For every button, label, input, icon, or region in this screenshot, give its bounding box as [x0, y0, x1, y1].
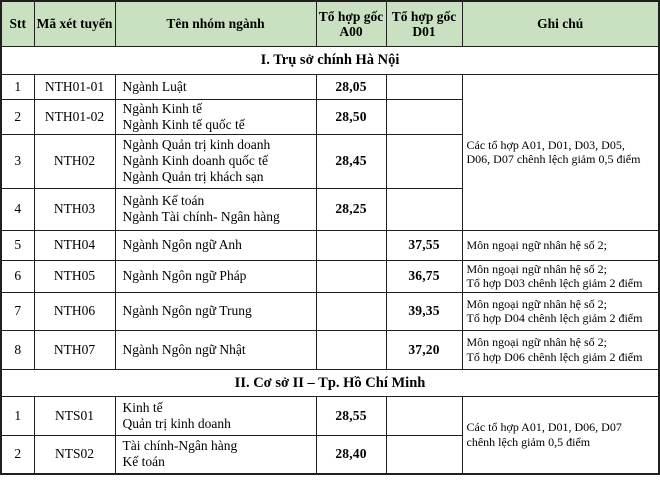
name-line: Tài chính-Ngân hàng	[122, 438, 238, 454]
name-line: Ngành Kinh doanh quốc tế	[122, 153, 268, 168]
cell-stt: 6	[1, 260, 34, 292]
name-line: Ngành Ngôn ngữ Trung	[122, 303, 252, 318]
cell-d01-score	[386, 435, 462, 474]
cell-name	[115, 396, 316, 435]
table-row	[1, 74, 659, 99]
cell-note	[462, 330, 659, 369]
cell-stt: 5	[1, 230, 34, 260]
cell-name	[115, 435, 316, 474]
cell-stt: 4	[1, 188, 34, 230]
cell-d01-score	[386, 134, 462, 188]
table-row	[1, 330, 659, 369]
note-line: Môn ngoại ngữ nhân hệ số 2;	[466, 335, 607, 349]
section-header-row	[1, 369, 659, 396]
section-title-hanoi: I. Trụ sở chính Hà Nội	[1, 46, 659, 74]
cell-code: NTH05	[34, 260, 115, 292]
note-line: D06, D07 chênh lệch giảm 0,5 điểm	[466, 152, 641, 166]
name-line: Ngành Tài chính- Ngân hàng	[122, 209, 280, 224]
name-line: Ngành Ngôn ngữ Nhật	[122, 341, 246, 357]
cell-name	[115, 134, 316, 188]
cell-note	[462, 230, 659, 260]
table-row	[1, 230, 659, 260]
name-line: Kế toán	[122, 454, 165, 470]
cell-d01-score	[386, 74, 462, 99]
note-line: Các tổ hợp A01, D01, D03, D05,	[466, 137, 625, 152]
header-cell-code: Mã xét tuyển	[34, 1, 115, 46]
cell-d01-score	[386, 396, 462, 435]
table-row	[1, 292, 659, 330]
cell-name	[115, 74, 316, 99]
cell-name	[115, 260, 316, 292]
cell-stt: 8	[1, 330, 34, 369]
note-line: Môn ngoại ngữ nhân hệ số 2;	[466, 237, 607, 252]
header-cell-stt: Stt	[1, 1, 34, 46]
cell-stt: 1	[1, 396, 34, 435]
header-cell-note: Ghi chú	[462, 1, 659, 46]
name-line: Ngành Kế toán	[122, 193, 205, 208]
cell-stt: 1	[1, 74, 34, 99]
cell-note	[462, 260, 659, 292]
name-line: Quản trị kinh doanh	[122, 415, 231, 431]
cell-code: NTS01	[34, 396, 115, 435]
note-line: Các tổ hợp A01, D01, D06, D07	[466, 420, 622, 435]
cell-code: NTS02	[34, 435, 115, 474]
header-row	[1, 1, 659, 46]
cell-stt: 2	[1, 99, 34, 134]
cell-code: NTH03	[34, 188, 115, 230]
cell-d01-score: 37,20	[386, 330, 462, 369]
cell-a00-score: 28,40	[316, 435, 386, 474]
cell-note-merged	[462, 396, 659, 474]
cell-code: NTH02	[34, 134, 115, 188]
cell-d01-score: 37,55	[386, 230, 462, 260]
name-line: Ngành Quản trị kinh doanh	[122, 137, 271, 152]
cell-a00-score	[316, 230, 386, 260]
cell-a00-score: 28,05	[316, 74, 386, 99]
name-line: Ngành Quản trị khách sạn	[122, 169, 264, 184]
cell-code: NTH01-02	[34, 99, 115, 134]
note-line: Tổ hợp D03 chênh lệch giảm 2 điểm	[466, 276, 643, 290]
cell-name	[115, 99, 316, 134]
name-line: Kinh tế	[122, 399, 163, 415]
cell-note-merged	[462, 74, 659, 230]
cell-code: NTH01-01	[34, 74, 115, 99]
cell-d01-score: 39,35	[386, 292, 462, 330]
name-line: Ngành Ngôn ngữ Pháp	[122, 268, 247, 283]
section-title-hcm: II. Cơ sở II – Tp. Hồ Chí Minh	[1, 369, 659, 396]
cell-name	[115, 230, 316, 260]
cell-d01-score: 36,75	[386, 260, 462, 292]
cell-d01-score	[386, 99, 462, 134]
cell-a00-score	[316, 292, 386, 330]
note-line: Môn ngoại ngữ nhân hệ số 2;	[466, 261, 607, 276]
name-line: Ngành Ngôn ngữ Anh	[122, 237, 242, 252]
header-cell-name: Tên nhóm ngành	[115, 1, 316, 46]
note-line: chênh lệch giảm 0,5 điểm	[466, 434, 591, 449]
cell-a00-score: 28,50	[316, 99, 386, 134]
table-row	[1, 396, 659, 435]
name-line: Ngành Kinh tế	[122, 100, 202, 116]
note-line: Tổ hợp D06 chênh lệch giảm 2 điểm	[466, 349, 643, 364]
cell-name	[115, 188, 316, 230]
cell-note	[462, 292, 659, 330]
cell-stt: 7	[1, 292, 34, 330]
cell-a00-score: 28,25	[316, 188, 386, 230]
cell-stt: 2	[1, 435, 34, 474]
cell-code: NTH07	[34, 330, 115, 369]
cell-a00-score	[316, 260, 386, 292]
cell-code: NTH04	[34, 230, 115, 260]
header-cell-a00: Tổ hợp gốc A00	[316, 1, 386, 46]
cell-code: NTH06	[34, 292, 115, 330]
cell-name	[115, 330, 316, 369]
cell-a00-score: 28,55	[316, 396, 386, 435]
name-line: Ngành Luật	[122, 78, 187, 94]
section-header-row	[1, 46, 659, 74]
cell-d01-score	[386, 188, 462, 230]
cell-name	[115, 292, 316, 330]
name-line: Ngành Kinh tế quốc tế	[122, 116, 245, 132]
cell-a00-score: 28,45	[316, 134, 386, 188]
cell-stt: 3	[1, 134, 34, 188]
note-line: Môn ngoại ngữ nhân hệ số 2;	[466, 296, 607, 311]
table-row	[1, 260, 659, 292]
note-line: Tổ hợp D04 chênh lệch giảm 2 điểm	[466, 311, 643, 325]
cell-a00-score	[316, 330, 386, 369]
header-cell-d01: Tổ hợp gốc D01	[386, 1, 462, 46]
